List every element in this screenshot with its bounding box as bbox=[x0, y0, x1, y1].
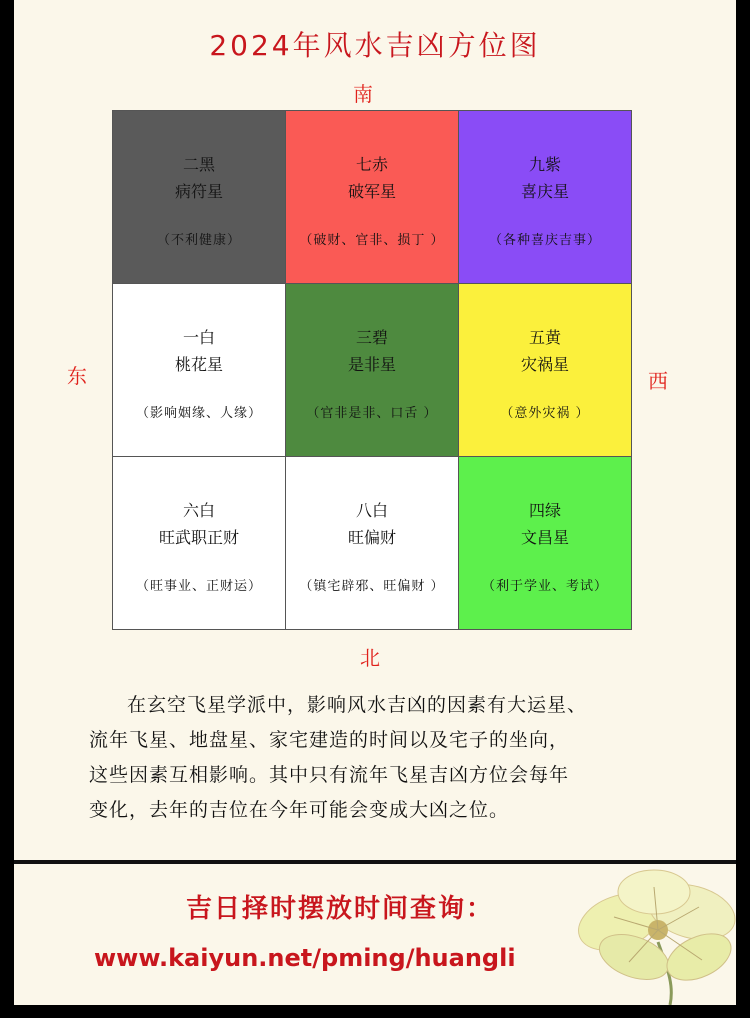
star-name: 灾祸星 bbox=[520, 355, 569, 374]
footer-link[interactable]: www.kaiyun.net/pming/huangli bbox=[94, 944, 516, 972]
star-number: 六白 bbox=[182, 501, 215, 520]
star-number: 二黑 bbox=[182, 155, 215, 174]
paragraph-line: 流年飞星、地盘星、家宅建造的时间以及宅子的坐向， bbox=[89, 729, 570, 751]
star-name: 桃花星 bbox=[174, 355, 223, 374]
star-note: （不利健康） bbox=[156, 233, 241, 248]
description-paragraph bbox=[89, 688, 689, 828]
grid-cell-southwest bbox=[458, 110, 632, 284]
star-number: 三碧 bbox=[355, 328, 388, 347]
star-note: （官非是非、口舌 ） bbox=[306, 406, 438, 421]
direction-south: 南 bbox=[353, 82, 373, 106]
star-name: 旺偏财 bbox=[347, 528, 396, 547]
grid-cell-east bbox=[112, 283, 286, 457]
star-number: 七赤 bbox=[355, 155, 388, 174]
grid-cell-northeast bbox=[112, 456, 286, 630]
direction-east: 东 bbox=[67, 364, 87, 388]
flower-icon bbox=[574, 862, 736, 1005]
grid-cell-southeast bbox=[112, 110, 286, 284]
star-number: 一白 bbox=[182, 328, 215, 347]
grid-cell-west bbox=[458, 283, 632, 457]
grid-cell-center bbox=[285, 283, 459, 457]
star-number: 四绿 bbox=[528, 501, 561, 520]
star-name: 文昌星 bbox=[520, 528, 569, 547]
star-name: 喜庆星 bbox=[520, 182, 569, 201]
grid-cell-north bbox=[285, 456, 459, 630]
footer-title: 吉日择时摆放时间查询： bbox=[186, 894, 495, 924]
star-name: 破军星 bbox=[347, 182, 396, 201]
flying-star-grid bbox=[112, 110, 632, 630]
star-note: （破财、官非、损丁 ） bbox=[299, 233, 445, 248]
star-note: （各种喜庆吉事） bbox=[488, 233, 601, 248]
star-note: （影响姻缘、人缘） bbox=[135, 406, 262, 421]
poster bbox=[14, 0, 736, 1005]
paragraph-line: 变化，去年的吉位在今年可能会变成大凶之位。 bbox=[89, 799, 510, 821]
direction-north: 北 bbox=[360, 646, 380, 670]
star-note: （旺事业、正财运） bbox=[135, 579, 262, 594]
direction-west: 西 bbox=[648, 369, 668, 393]
star-note: （意外灾祸 ） bbox=[500, 406, 590, 421]
grid-cell-south bbox=[285, 110, 459, 284]
page-title: 2024年风水吉凶方位图 bbox=[209, 29, 541, 62]
star-note: （镇宅辟邪、旺偏财 ） bbox=[299, 579, 445, 594]
star-name: 旺武职正财 bbox=[158, 528, 239, 547]
star-name: 病符星 bbox=[174, 182, 223, 201]
star-number: 九紫 bbox=[528, 155, 561, 174]
star-number: 八白 bbox=[355, 501, 388, 520]
paragraph-line: 在玄空飞星学派中，影响风水吉凶的因素有大运星、 bbox=[127, 694, 588, 716]
grid-cell-northwest bbox=[458, 456, 632, 630]
star-note: （利于学业、考试） bbox=[481, 579, 608, 594]
star-number: 五黄 bbox=[528, 328, 561, 347]
star-name: 是非星 bbox=[347, 355, 396, 374]
paragraph-line: 这些因素互相影响。其中只有流年飞星吉凶方位会每年 bbox=[89, 764, 570, 786]
